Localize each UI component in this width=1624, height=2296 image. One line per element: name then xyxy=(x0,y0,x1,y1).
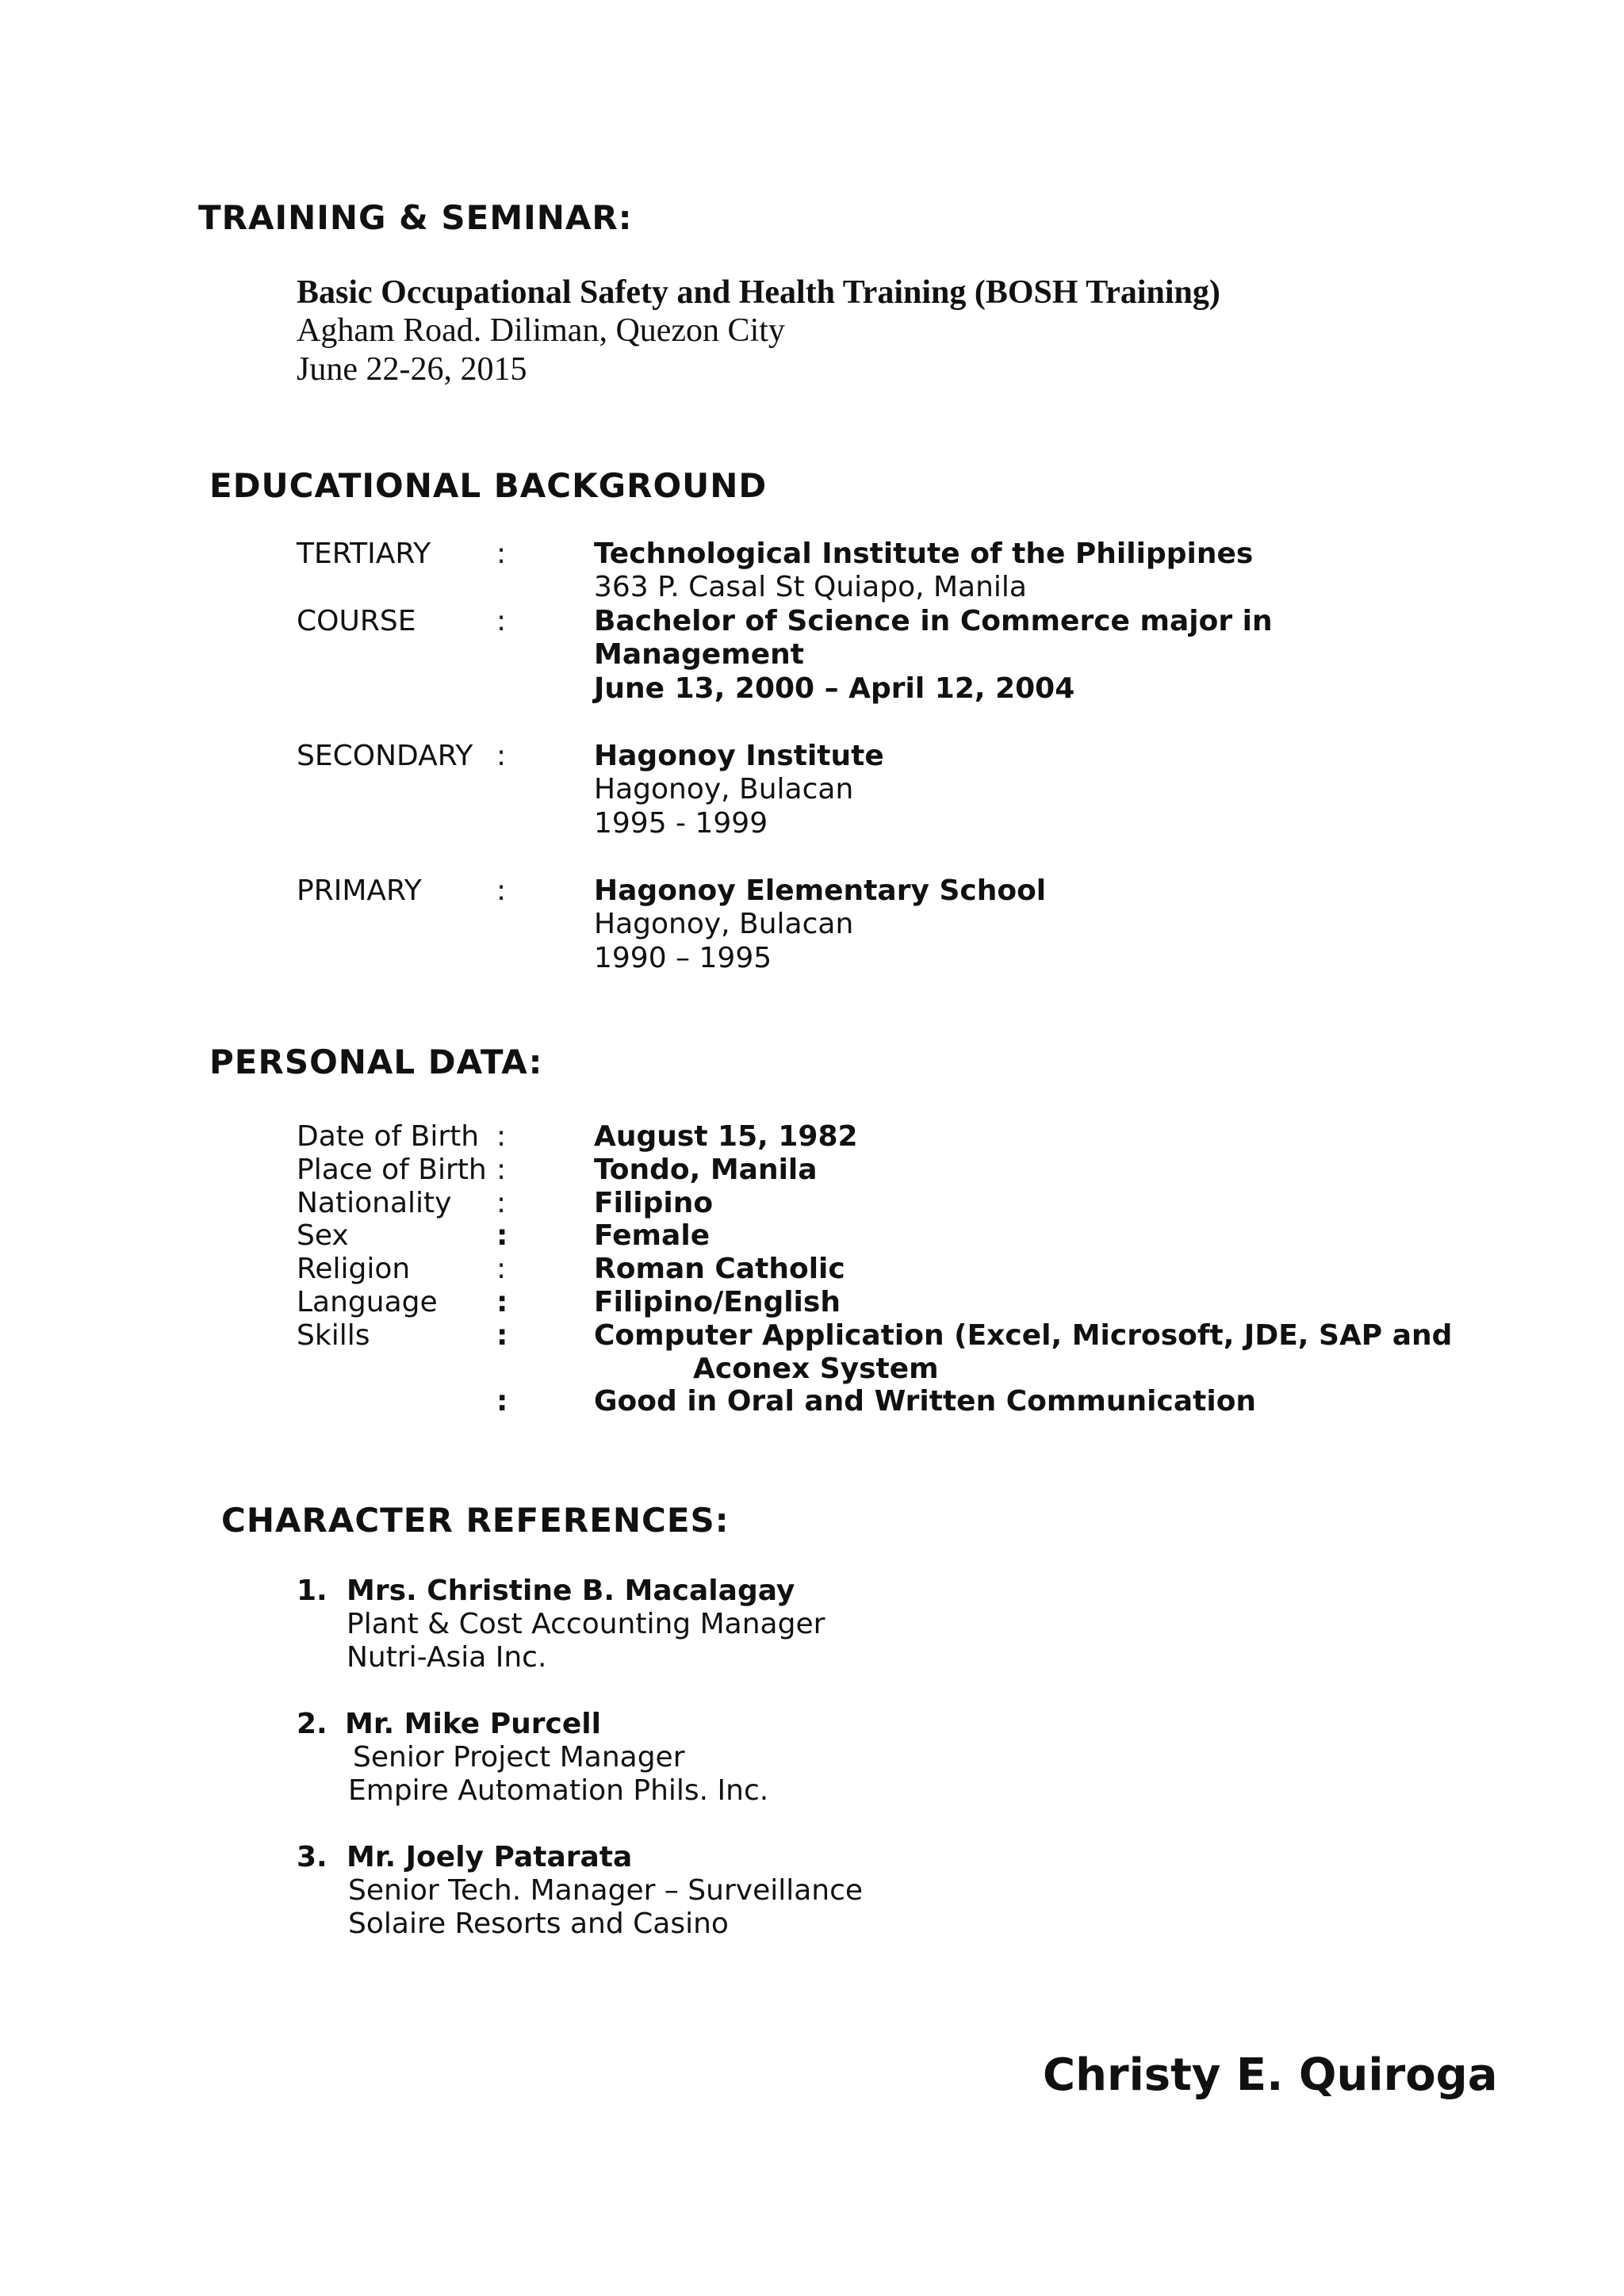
ref-2-number: 2. xyxy=(297,1708,327,1740)
nationality-label: Nationality xyxy=(297,1187,452,1219)
ref-3-title: Senior Tech. Manager – Surveillance xyxy=(348,1874,864,1907)
ref-2-title: Senior Project Manager xyxy=(353,1741,685,1774)
skills-colon: : xyxy=(496,1319,508,1352)
language-colon: : xyxy=(496,1286,508,1318)
ref-1-name: Mrs. Christine B. Macalagay xyxy=(347,1575,795,1607)
education-heading: EDUCATIONAL BACKGROUND xyxy=(209,466,768,505)
course-line2: Management xyxy=(594,638,804,671)
language-label: Language xyxy=(297,1286,438,1318)
sex-colon: : xyxy=(496,1219,508,1252)
dob-value: August 15, 1982 xyxy=(594,1120,858,1153)
ref-1-number: 1. xyxy=(297,1575,327,1607)
nationality-colon: : xyxy=(496,1187,507,1219)
secondary-colon: : xyxy=(496,740,507,772)
primary-years: 1990 – 1995 xyxy=(594,942,772,974)
pob-value: Tondo, Manila xyxy=(594,1154,818,1186)
pob-colon: : xyxy=(496,1154,507,1186)
sex-label: Sex xyxy=(297,1219,349,1252)
skills-value: Computer Application (Excel, Microsoft, JDE, SAP and xyxy=(594,1319,1453,1352)
skills-2-value: Good in Oral and Written Communication xyxy=(594,1385,1257,1418)
course-colon: : xyxy=(496,605,507,637)
ref-2-name: Mr. Mike Purcell xyxy=(345,1708,601,1740)
secondary-label: SECONDARY xyxy=(297,740,473,772)
tertiary-colon: : xyxy=(496,538,507,570)
dob-colon: : xyxy=(496,1120,507,1153)
religion-value: Roman Catholic xyxy=(594,1253,845,1285)
personal-heading: PERSONAL DATA: xyxy=(209,1043,543,1081)
religion-label: Religion xyxy=(297,1253,411,1285)
primary-label: PRIMARY xyxy=(297,874,422,907)
ref-3-number: 3. xyxy=(297,1841,327,1873)
secondary-years: 1995 - 1999 xyxy=(594,807,768,840)
ref-3-name: Mr. Joely Patarata xyxy=(347,1841,633,1873)
tertiary-school: Technological Institute of the Philippines xyxy=(594,538,1254,570)
tertiary-address: 363 P. Casal St Quiapo, Manila xyxy=(594,571,1027,603)
training-date: June 22-26, 2015 xyxy=(297,351,527,388)
tertiary-label: TERTIARY xyxy=(297,538,431,570)
primary-address: Hagonoy, Bulacan xyxy=(594,908,854,940)
signature-name: Christy E. Quiroga xyxy=(1043,2049,1498,2101)
religion-colon: : xyxy=(496,1253,507,1285)
references-heading: CHARACTER REFERENCES: xyxy=(221,1501,730,1540)
skills-label: Skills xyxy=(297,1319,370,1352)
skills-2-colon: : xyxy=(496,1385,508,1418)
pob-label: Place of Birth xyxy=(297,1154,487,1186)
course-line1: Bachelor of Science in Commerce major in xyxy=(594,605,1273,637)
ref-1-title: Plant & Cost Accounting Manager xyxy=(347,1608,825,1640)
training-heading: TRAINING & SEMINAR: xyxy=(198,198,633,237)
training-location: Agham Road. Diliman, Quezon City xyxy=(297,312,785,349)
ref-1-company: Nutri-Asia Inc. xyxy=(347,1641,547,1674)
primary-school: Hagonoy Elementary School xyxy=(594,874,1047,907)
skills-continuation: Aconex System xyxy=(693,1353,939,1385)
training-title: Basic Occupational Safety and Health Training (BOSH Training) xyxy=(297,274,1220,311)
nationality-value: Filipino xyxy=(594,1187,714,1219)
course-dates: June 13, 2000 – April 12, 2004 xyxy=(594,672,1075,705)
ref-2-company: Empire Automation Phils. Inc. xyxy=(348,1774,769,1807)
ref-3-company: Solaire Resorts and Casino xyxy=(348,1908,729,1940)
language-value: Filipino/English xyxy=(594,1286,841,1318)
secondary-school: Hagonoy Institute xyxy=(594,740,884,772)
primary-colon: : xyxy=(496,874,507,907)
sex-value: Female xyxy=(594,1219,710,1252)
dob-label: Date of Birth xyxy=(297,1120,480,1153)
course-label: COURSE xyxy=(297,605,416,637)
secondary-address: Hagonoy, Bulacan xyxy=(594,773,854,806)
